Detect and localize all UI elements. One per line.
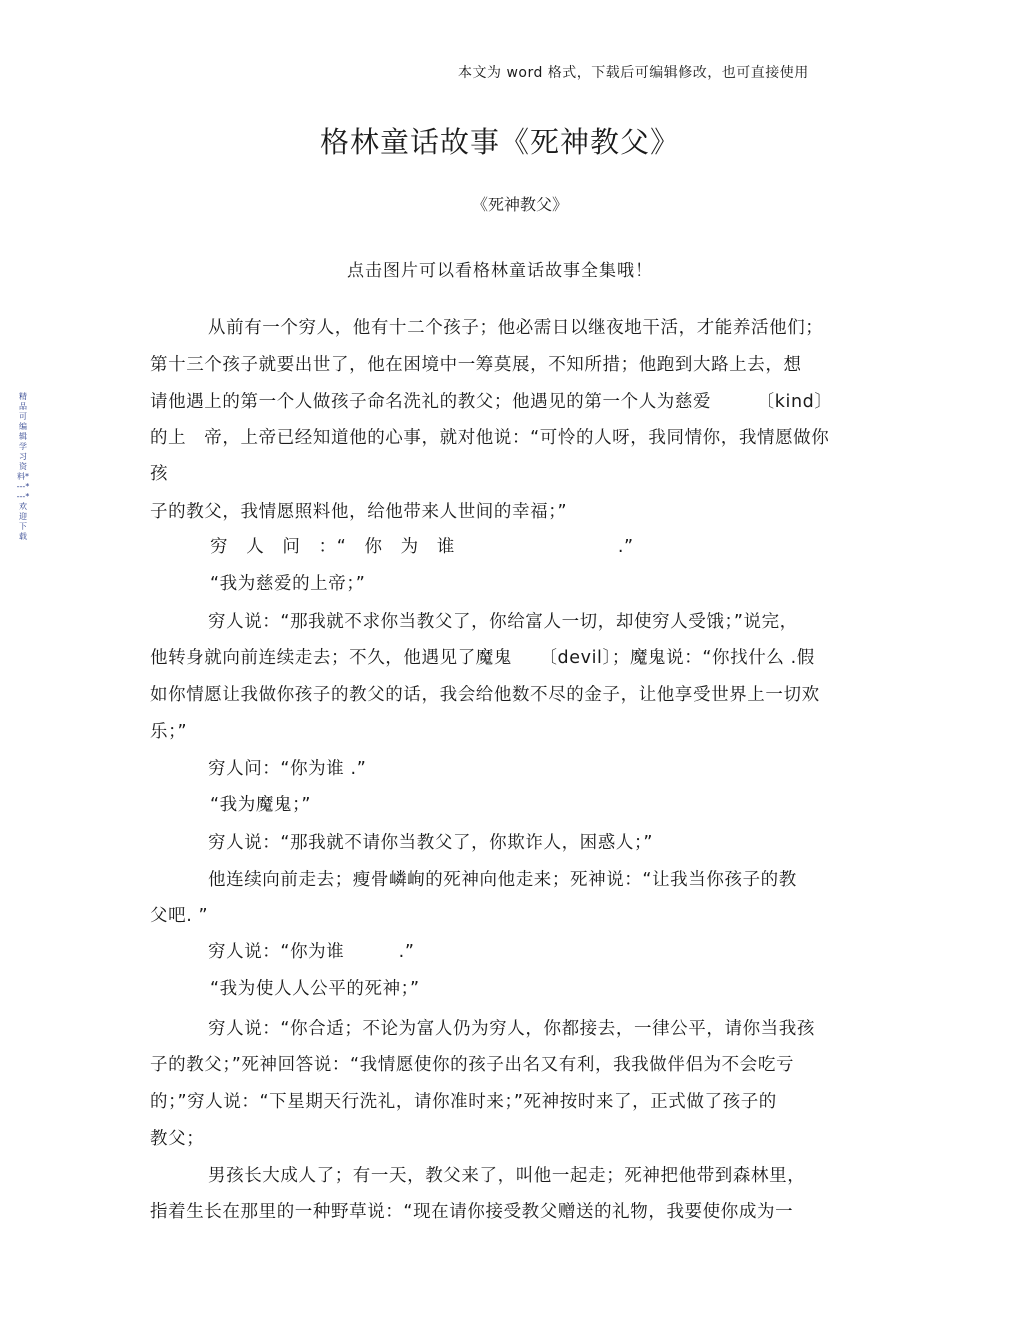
body-line: 的；”穷人说：“下星期天行洗礼，请你准时来；”死神按时来了，正式做了孩子的 — [150, 1092, 777, 1112]
body-line: 乐；” — [150, 722, 188, 742]
body-line: 他转身就向前连续走去；不久，他遇见了魔鬼 〔devil〕；魔鬼说：“你找什么 .假 — [150, 648, 815, 668]
body-line: “我为使人人公平的死神；” — [210, 979, 420, 999]
body-line: 请他遇上的第一个人做孩子命名洗礼的教父；他遇见的第一个人为慈爱 〔kind〕 — [150, 392, 833, 412]
body-line: 子的教父；”死神回答说：“我情愿使你的孩子出名又有利，我我做伴侣为不会吃亏 — [150, 1055, 795, 1075]
body-line: 教父； — [150, 1129, 205, 1149]
body-line: 穷人说：“那我就不请你当教父了，你欺诈人，困惑人；” — [208, 833, 653, 853]
body-line: 指着生长在那里的一种野草说：“现在请你接受教父赠送的礼物，我要使你成为一 — [150, 1202, 794, 1222]
document-title: 格林童话故事《死神教父》 — [319, 125, 680, 159]
body-line: “我为慈爱的上帝；” — [210, 574, 366, 594]
document-subtitle: 《死神教父》 — [471, 195, 568, 214]
body-line: 穷人说：“那我就不求你当教父了，你给富人一切，却使穷人受饿；”说完， — [208, 612, 798, 632]
body-line: 的上 帝，上帝已经知道他的心事，就对他说：“可怜的人呀，我同情你，我情愿做你 — [150, 428, 830, 448]
body-line: “我为魔鬼；” — [210, 795, 312, 815]
body-line: 穷 人 问 ：“ 你 为 谁 .” — [210, 537, 634, 557]
body-line: 从前有一个穷人，他有十二个孩子；他必需日以继夜地干活，才能养活他们； — [208, 318, 824, 338]
body-line: 子的教父，我情愿照料他，给他带来人世间的幸福；” — [150, 502, 568, 522]
body-line: 他连续向前走去；瘦骨嶙峋的死神向他走来；死神说：“让我当你孩子的教 — [208, 870, 797, 890]
body-line: 如你情愿让我做你孩子的教父的话，我会给他数不尽的金子，让他享受世界上一切欢 — [150, 685, 820, 705]
side-watermark-text: 精品可编辑学习资料*---*---*欢迎下载 — [16, 392, 30, 541]
click-note: 点击图片可以看格林童话故事全集哦！ — [347, 261, 653, 281]
header-note: 本文为 word 格式，下载后可编辑修改，也可直接使用 — [458, 65, 809, 81]
body-line: 穷人说：“你合适；不论为富人仍为穷人，你都接去，一律公平，请你当我孩 — [208, 1019, 815, 1039]
body-line: 第十三个孩子就要出世了，他在困境中一筹莫展，不知所措；他跑到大路上去，想 — [150, 355, 802, 375]
body-line: 男孩长大成人了；有一天，教父来了，叫他一起走；死神把他带到森林里， — [208, 1166, 806, 1186]
body-line: 父吧. ” — [150, 906, 209, 926]
body-line: 穷人说：“你为谁 .” — [208, 942, 415, 962]
body-line: 穷人问：“你为谁 .” — [208, 759, 367, 779]
body-line: 孩 — [150, 464, 169, 484]
